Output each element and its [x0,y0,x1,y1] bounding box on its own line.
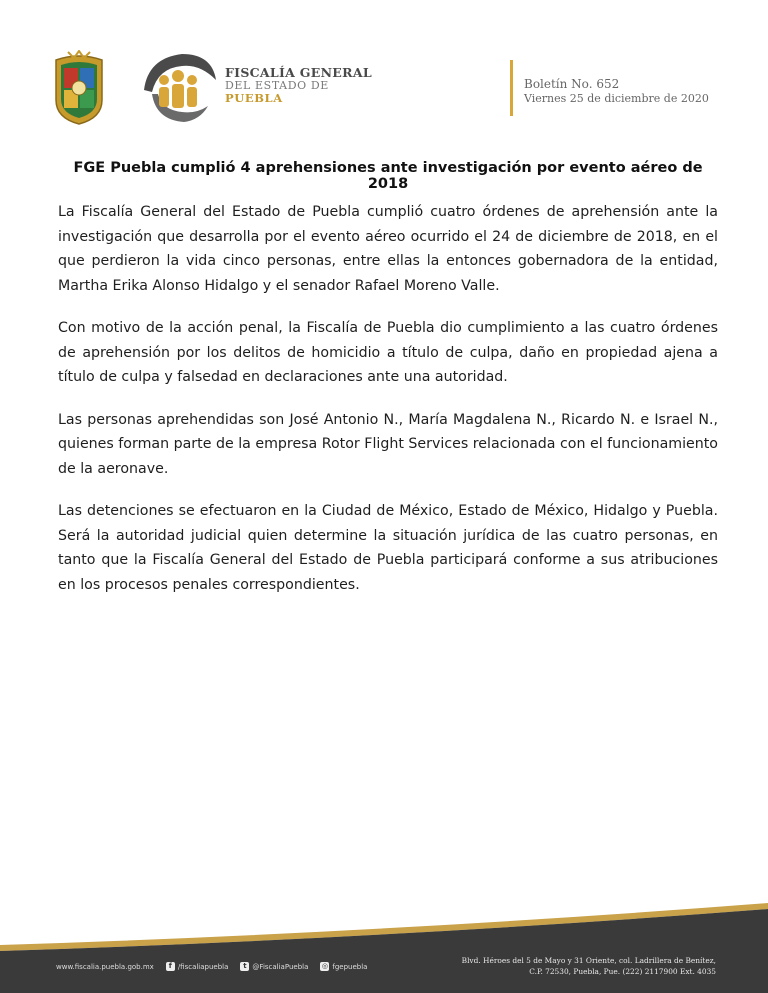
footer-facebook[interactable]: /fiscaliapuebla [177,962,229,971]
org-line-1: FISCALÍA GENERAL [225,65,372,80]
fiscalia-logo-icon [138,50,218,126]
paragraph-1: La Fiscalía General del Estado de Puebla cumplió cuatro órdenes de aprehensión ante la investigación que desarrolla por el evento aéreo ocurrido el 24 de diciembre de 2018, en el que perdieron la vida cinco personas, entre ellas la entonces gobernadora de la entidad, Martha Erika Alonso Hidalgo y el senador Rafael Moreno Valle. [58,204,718,294]
footer-social [56,962,367,971]
state-seal-icon [50,50,108,126]
document-body [58,200,718,615]
org-line-3: PUEBLA [225,90,283,105]
document-title: FGE Puebla cumplió 4 aprehensiones ante investigación por evento aéreo de 2018 [73,160,703,192]
twitter-icon: t [240,962,249,971]
bulletin-info [524,76,709,107]
org-line-2: DEL ESTADO DE [225,78,329,92]
footer-website[interactable]: www.fiscalia.puebla.gob.mx [56,962,154,971]
facebook-icon: f [166,962,175,971]
bulletin-number: Boletín No. 652 [524,77,620,91]
organization-name [225,66,372,104]
letterhead [0,0,768,140]
address-line-2: C.P. 72530, Puebla, Pue. (222) 2117900 Ext. 4035 [529,967,716,976]
paragraph-4: Las detenciones se efectuaron en la Ciudad de México, Estado de México, Hidalgo y Puebla. Será la autoridad judicial quien determine la situación jurídica de las cuatro personas, en tanto que la Fiscalía General del Estado de Puebla participará conforme a sus atribuciones en los procesos penales correspondientes. [58,503,718,593]
footer-instagram[interactable]: fgepuebla [332,962,368,971]
paragraph-3: Las personas aprehendidas son José Antonio N., María Magdalena N., Ricardo N. e Israel N., quienes forman parte de la empresa Rotor Flight Services relacionada con el funcionamiento de la aeronave. [58,411,718,477]
footer-address [462,955,716,977]
footer-twitter[interactable]: @FiscaliaPuebla [252,962,309,971]
instagram-icon: ◎ [321,962,328,970]
paragraph-2: Con motivo de la acción penal, la Fiscalía de Puebla dio cumplimiento a las cuatro órdenes de aprehensión por los delitos de homicidio a título de culpa, daño en propiedad ajena a título de culpa y falsedad en declaraciones ante una autoridad. [58,320,718,385]
header-divider [510,60,513,116]
address-line-1: Blvd. Héroes del 5 de Mayo y 31 Oriente, col. Ladrillera de Benítez, [461,956,716,965]
footer-band [0,895,768,993]
bulletin-date: Viernes 25 de diciembre de 2020 [524,92,709,106]
